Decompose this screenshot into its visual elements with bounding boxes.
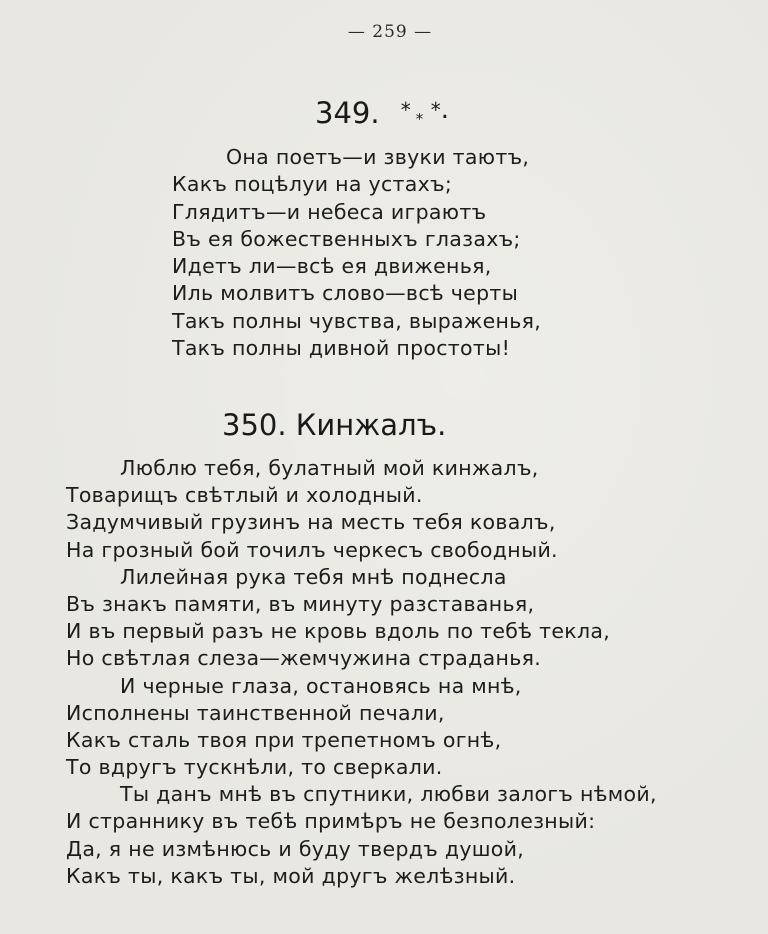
poem-line: Она поетъ—и звуки таютъ,	[226, 145, 530, 169]
poem-line: Идетъ ли—всѣ ея движенья,	[172, 254, 492, 279]
poem-line: Товарищъ свѣтлый и холодный.	[66, 483, 423, 508]
poem-line: Задумчивый грузинъ на месть тебя ковалъ,	[66, 510, 556, 535]
poem-line: Какъ сталь твоя при трепетномъ огнѣ,	[66, 727, 502, 752]
poem-line: Но свѣтлая слеза—жемчужина страданья.	[66, 646, 542, 671]
poem-line: Люблю тебя, булатный мой кинжалъ,	[120, 456, 539, 480]
poem-line: И черные глаза, остановясь на мнѣ,	[120, 673, 522, 698]
period-glyph: .	[440, 95, 450, 125]
poem-line: Исполнены таинственной печали,	[66, 700, 445, 725]
asterism-title	[389, 96, 449, 126]
poem-line: Въ знакъ памяти, въ минуту разставанья,	[66, 591, 535, 616]
poem-349-text	[172, 144, 541, 362]
poem-line: Какъ поцѣлуи на устахъ;	[172, 172, 453, 197]
poem-line: Такъ полны чувства, выраженья,	[172, 308, 542, 333]
poem-line: На грозный бой точилъ черкесъ свободный.	[66, 537, 558, 562]
poem-349-heading	[315, 96, 449, 130]
poem-350-heading: 350. Кинжалъ.	[222, 408, 447, 442]
poem-line: Какъ ты, какъ ты, мой другъ желѣзный.	[66, 863, 516, 888]
star-glyph: *	[400, 98, 411, 122]
poem-line: Иль молвитъ слово—всѣ черты	[172, 281, 519, 306]
poem-line: Въ ея божественныхъ глазахъ;	[172, 226, 521, 251]
poem-line: Такъ полны дивной простоты!	[172, 336, 511, 361]
poem-350-text	[66, 455, 657, 890]
poem-line: Глядитъ—и небеса играютъ	[172, 199, 487, 224]
poem-line: И страннику въ тебѣ примѣръ не безполезный:	[66, 809, 596, 834]
poem-line: И въ первый разъ не кровь вдоль по тебѣ текла,	[66, 619, 611, 644]
poem-line: То вдругъ тускнѣли, то сверкали.	[66, 755, 443, 780]
poem-line: Ты данъ мнѣ въ спутники, любви залогъ нѣмой,	[120, 782, 657, 807]
poem-line: Лилейная рука тебя мнѣ поднесла	[120, 564, 507, 589]
poem-349-number: 349.	[315, 96, 380, 130]
poem-line: Да, я не измѣнюсь и буду твердъ душой,	[66, 836, 525, 861]
page-number: — 259 —	[347, 22, 433, 42]
star-glyph: *	[430, 98, 441, 122]
star-glyph: *	[415, 110, 424, 128]
